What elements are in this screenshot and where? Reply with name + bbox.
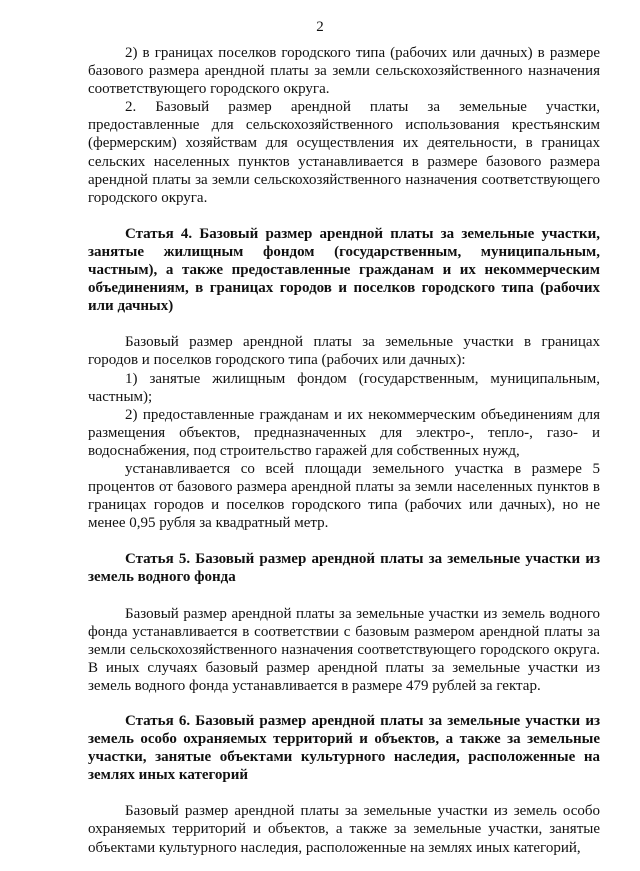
spacer bbox=[88, 587, 600, 605]
article-4-heading: Статья 4. Базовый размер арендной платы за земельные участки, занятые жилищным фондом (государственным, муниципальным, частным), а также предоставленные гражданам и их некоммерческим объединениям, в границах городов и поселков городского типа (рабочих или дачных) bbox=[88, 225, 600, 315]
spacer bbox=[88, 784, 600, 802]
article-4-intro: Базовый размер арендной платы за земельные участки в границах городов и поселков городского типа (рабочих или дачных): bbox=[88, 334, 600, 369]
spacer bbox=[88, 532, 600, 550]
article-5-body: Базовый размер арендной платы за земельные участки из земель водного фонда устанавливается в соответствии с базовым размером арендной платы за земли сельскохозяйственного назначения соответствующего городского округа. В иных случаях базовый размер арендной платы за земельные участки из земель водного фонда устанавливается в размере 479 рублей за гектар. bbox=[88, 605, 600, 694]
article-5-heading: Статья 5. Базовый размер арендной платы за земельные участки из земель водного фонда bbox=[88, 551, 600, 586]
article-4-rate: устанавливается со всей площади земельного участка в размере 5 процентов от базового размера арендной платы за земли населенных пунктов в границах городов и поселков городского типа (рабочих или дачных), но не менее 0,95 рубля за квадратный метр. bbox=[88, 460, 600, 532]
paragraph-item-2-settlements: 2) в границах поселков городского типа (рабочих или дачных) в размере базового размера арендной платы за земли сельскохозяйственного назначения соответствующего городского округа. bbox=[88, 45, 600, 98]
document-body bbox=[88, 44, 600, 857]
spacer bbox=[88, 315, 600, 333]
article-4-item-1: 1) занятые жилищным фондом (государственным, муниципальным, частным); bbox=[88, 370, 600, 405]
paragraph-farm-households: 2. Базовый размер арендной платы за земельные участки, предоставленные для сельскохозяйственного использования крестьянским (фермерским) хозяйствам для осуществления их деятельности, в границах сельских населенных пунктов устанавливается в размере базового размера арендной платы за земли сельскохозяйственного назначения соответствующего городского округа. bbox=[88, 99, 600, 206]
article-6-body: Базовый размер арендной платы за земельные участки из земель особо охраняемых территорий и объектов, а также за земельные участки, занятые объектами культурного наследия, расположенные на землях иных категорий, bbox=[88, 803, 600, 856]
page-number: 2 bbox=[316, 19, 324, 35]
spacer bbox=[88, 695, 600, 712]
article-4-item-2: 2) предоставленные гражданам и их некоммерческим объединениям для размещения объектов, предназначенных для электро-, тепло-, газо- и водоснабжения, под строительство гаражей для собственных нужд, bbox=[88, 406, 600, 459]
article-6-heading: Статья 6. Базовый размер арендной платы за земельные участки из земель особо охраняемых территорий и объектов, а также за земельные участки, занятые объектами культурного наследия, расположенные на землях иных категорий bbox=[88, 713, 600, 784]
spacer bbox=[88, 207, 600, 225]
